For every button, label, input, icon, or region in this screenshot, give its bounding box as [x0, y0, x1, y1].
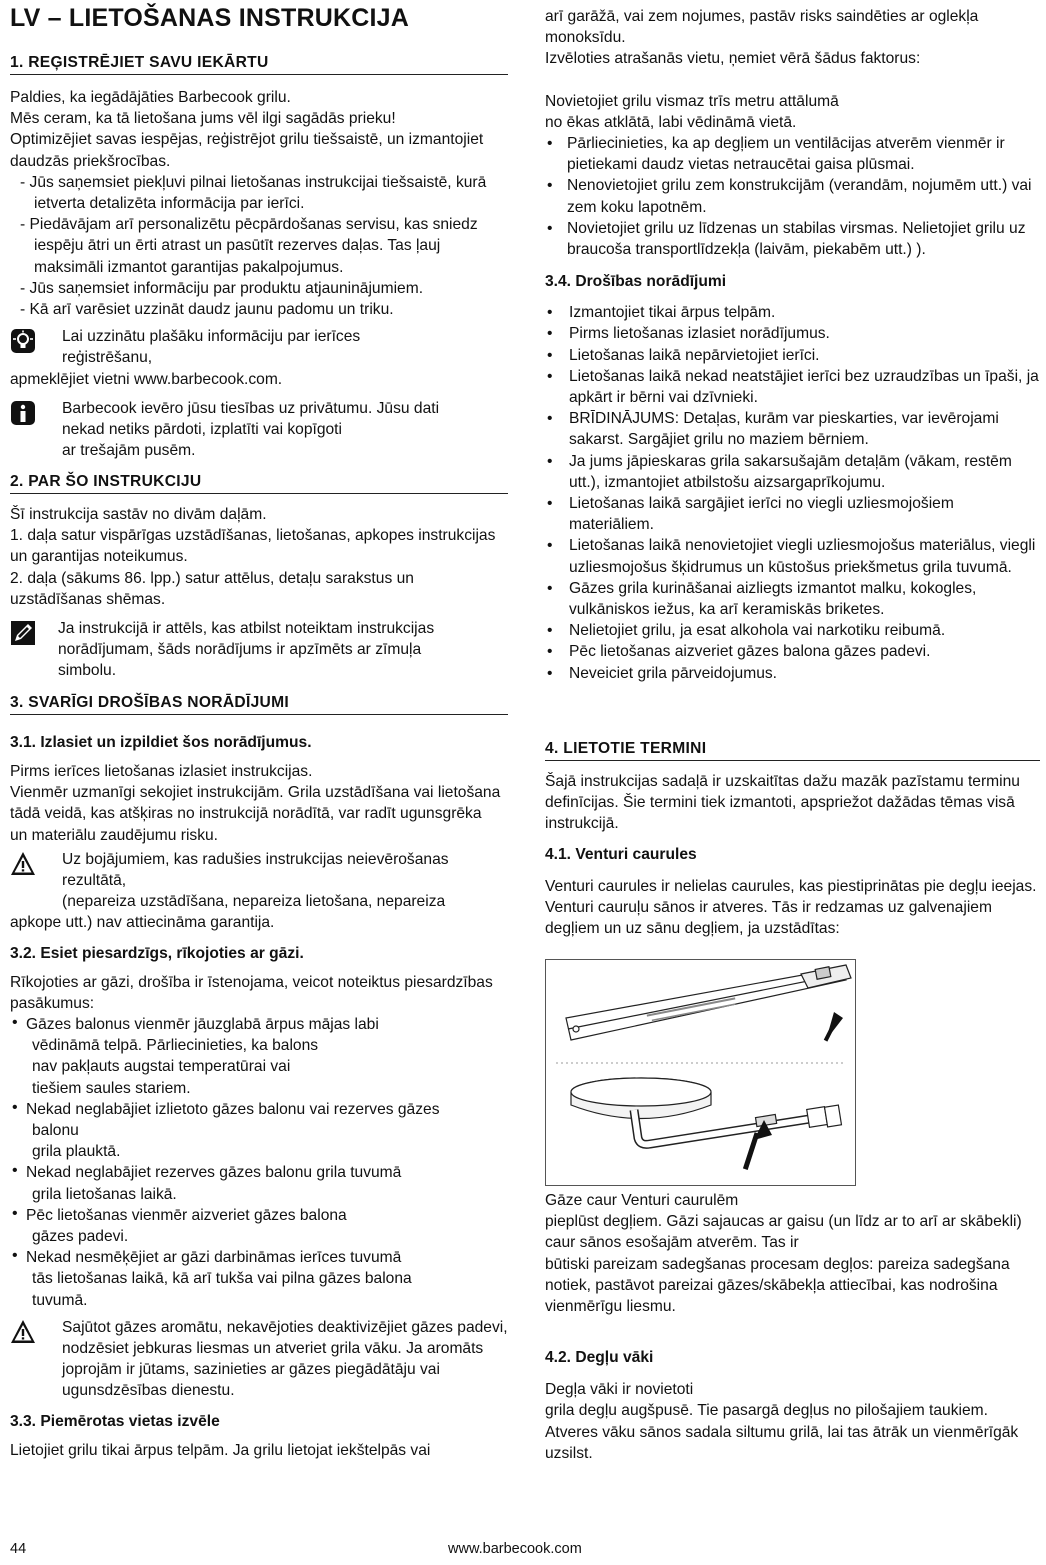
section-3-3-continued [545, 6, 1040, 684]
note-text: (nepareiza uzstādīšana, nepareiza lietošana, nepareiza [62, 893, 446, 911]
info-icon [10, 400, 36, 426]
note-text: apkope utt.) nav attiecināma garantija. [10, 914, 275, 932]
s32-paragraph-1: Rīkojoties ar gāzi, drošība ir īstenojama, veicot noteiktus piesardzības pasākumus: [10, 973, 493, 1012]
s31-paragraph-1: Pirms ierīces lietošanas izlasiet instrukcijas. [10, 763, 313, 780]
safety-bullet: • Pēc lietošanas aizveriet gāzes balona gāzes padevi. [545, 641, 1040, 662]
s2-paragraph-3: 2. daļa (sākums 86. lpp.) satur attēlus, detaļu sarakstus un uzstādīšanas shēmas. [10, 569, 414, 608]
s41-paragraph-3: pieplūst degļiem. Gāzi sajaucas ar gaisu (un līdz ar to arī ar skābekli) [545, 1213, 1022, 1231]
bullet-line: • Nekad neglabājiet rezerves gāzes balonu grila tuvumā [26, 1164, 402, 1182]
venturi-tube-figure [545, 959, 856, 1186]
section-1 [10, 54, 508, 461]
safety-bullet: • Ja jums jāpieskaras grila sakarsušajām detaļām (vākam, restēm utt.), izmantojiet atbilstošu aizsargaprīkojumu. [545, 451, 1040, 493]
location-bullet: • Nenovietojiet grilu zem konstrukcijām (verandām, nojumēm utt.) vai zem koku lapotnēm. [545, 175, 1040, 217]
s1-paragraph-1: Paldies, ka iegādājāties Barbecook grilu. [10, 89, 291, 106]
note-text: Barbecook ievēro jūsu tiesības uz privātumu. Jūsu dati [62, 399, 440, 417]
venturi-illustration [546, 960, 855, 1185]
info-note-register [10, 326, 508, 368]
s1-dash-item: - Kā arī varēsiet uzzināt daudz jaunu padomu un triku. [20, 301, 394, 319]
warning-icon [10, 851, 36, 877]
note-text: Uz bojājumiem, kas radušies instrukcijas neievērošanas [62, 850, 449, 868]
s33-paragraph-3: Izvēloties atrašanās vietu, ņemiet vērā šādus faktorus: [545, 50, 921, 68]
s33-paragraph-1: Lietojiet grilu tikai ārpus telpām. Ja grilu lietojat iekštelpās vai [10, 1441, 431, 1459]
note-text: apmeklējiet vietni www.barbecook.com. [10, 370, 283, 388]
section-3 [10, 694, 508, 1461]
gas-bullet-item [10, 1205, 508, 1247]
subsection-4-1-heading: 4.1. Venturi caurules [545, 845, 697, 863]
s41-paragraph-1: Venturi caurules ir nelielas caurules, kas piestiprinātas pie degļu ieejas. Venturi cauruļu sānos ir atveres. Tās ir redzamas uz galvenajiem degļiem un uz sānu degļiem, ja uzstādītas: [545, 877, 1037, 938]
section-1-heading: 1. REĢISTRĒJIET SAVU IEKĀRTU [10, 54, 508, 75]
s2-paragraph-2: 1. daļa satur vispārīgas uzstādīšanas, lietošanas, apkopes instrukcijas un garantijas noteikumus. [10, 527, 496, 566]
bullet-line: tiešiem saules stariem. [32, 1079, 191, 1097]
side-burner [571, 1078, 841, 1144]
warning-icon [10, 1319, 36, 1345]
s2-paragraph-1: Šī instrukcija sastāv no divām daļām. [10, 506, 267, 523]
document-title: LV – LIETOŠANAS INSTRUKCIJA [10, 4, 409, 32]
s41-paragraph-5: būtiski pareizam sadegšanas procesam degļos: pareiza sadegšana notiek, pastāvot pareizai gāzes/skābekļa attiecībai, kas nodrošina vienmērīgu liesmu. [545, 1255, 1010, 1316]
s42-paragraph-1: Degļa vāki ir novietoti [545, 1381, 694, 1399]
subsection-3-2-heading: 3.2. Esiet piesardzīgs, rīkojoties ar gāzi. [10, 944, 304, 962]
bullet-line: vēdināmā telpā. Pārliecinieties, ka balons [32, 1037, 319, 1055]
warning-note-guarantee [10, 849, 508, 913]
s41-paragraph-4: caur sānos esošajām atverēm. Tas ir [545, 1234, 799, 1252]
section-2-heading: 2. PAR ŠO INSTRUKCIJU [10, 473, 508, 494]
s1-paragraph-3: Optimizējiet savas iespējas, reģistrējot grilu tiešsaistē, un izmantojiet daudzās priekšrocības. [10, 131, 484, 170]
gas-bullet-item [10, 1162, 508, 1204]
section-4-heading: 4. LIETOTIE TERMINI [545, 740, 1040, 761]
note-text: ar trešajām pusēm. [62, 442, 196, 460]
s1-dash-item: - Piedāvājam arī personalizētu pēcpārdošanas servisu, kas sniedz iespēju ātri un ērti atrast un pasūtīt rezerves daļas. Tas ļauj maksimāli izmantot garantijas pakalpojumus. [20, 216, 478, 276]
safety-bullet: • Lietošanas laikā nepārvietojiet ierīci. [545, 345, 1040, 366]
section-4-1-continued [545, 1190, 1040, 1464]
s1-paragraph-2: Mēs ceram, ka tā lietošana jums vēl ilgi sagādās prieku! [10, 110, 396, 128]
note-text: nekad netiks pārdoti, izplatīti vai kopīgoti [62, 421, 342, 439]
note-text: Ja instrukcijā ir attēls, kas atbilst noteiktam instrukcijas [58, 620, 435, 638]
bullet-line: nav pakļauts augstai temperatūrai vai [32, 1058, 291, 1076]
note-text: reģistrēšanu, [62, 349, 153, 367]
location-bullet: • Novietojiet grilu uz līdzenas un stabilas virsmas. Nelietojiet grilu uz braucoša transportlīdzekļa (laivām, piekabēm utt.) ). [545, 218, 1040, 260]
safety-bullet: • Neveiciet grila pārveidojumus. [545, 663, 1040, 684]
bullet-line: grila plauktā. [32, 1143, 121, 1161]
note-text: simbolu. [58, 662, 117, 680]
footer-url: www.barbecook.com [448, 1541, 582, 1557]
s31-paragraph-2: Vienmēr uzmanīgi sekojiet instrukcijām. Grila uzstādīšana vai lietošana tādā veidā, kas atšķiras no instrukcijā norādītā, var radīt ugunsgrēka [10, 784, 501, 823]
note-text: Lai uzzinātu plašāku informāciju par ierīces [62, 328, 361, 346]
section-2 [10, 473, 508, 682]
s42-paragraph-2: grila degļu augšpusē. Tie pasargā degļus no pilošajiem taukiem. Atveres vāku sānos sadala siltumu grilā, lai tas ātrāk un vienmērīgāk uzsilst. [545, 1402, 1019, 1462]
bullet-line: gāzes padevi. [32, 1228, 129, 1246]
lightbulb-icon [10, 328, 36, 354]
gas-bullet-item [10, 1099, 508, 1163]
note-text: Sajūtot gāzes aromātu, nekavējoties deaktivizējiet gāzes padevi, nodzēsiet jebkuras liesmas un atveriet grila vāku. Ja aromāts joprojām ir jūtams, sazinieties ar gāzes piegādātāju vai ugunsdzēsības dienestu. [62, 1318, 508, 1400]
bullet-line: • Gāzes balonus vienmēr jāuzglabā ārpus mājas labi [26, 1016, 379, 1034]
s33-paragraph-2: arī garāžā, vai zem nojumes, pastāv risks saindēties ar oglekļa monoksīdu. [545, 8, 979, 47]
safety-bullet: • Gāzes grila kurināšanai aizliegts izmantot malku, kokogles, vulkāniskos iežus, ka arī keramiskās briketes. [545, 578, 1040, 620]
subsection-3-3-heading: 3.3. Piemērotas vietas izvēle [10, 1412, 220, 1430]
pencil-note [10, 618, 508, 682]
bullet-line: grila lietošanas laikā. [32, 1185, 177, 1203]
gas-bullet-item [10, 1247, 508, 1311]
note-text: rezultātā, [62, 872, 127, 890]
s1-dash-item: - Jūs saņemsiet piekļuvi pilnai lietošanas instrukcijai tiešsaistē, kurā ietverta detalizēta informācija par ierīci. [20, 173, 487, 213]
safety-bullet: • Pirms lietošanas izlasiet norādījumus. [545, 323, 1040, 344]
bullet-line: • Nekad neglabājiet izlietoto gāzes balonu vai rezerves gāzes [26, 1100, 440, 1118]
section-3-heading: 3. SVARĪGI DROŠĪBAS NORĀDĪJUMI [10, 694, 508, 715]
s33-paragraph-4: Novietojiet grilu vismaz trīs metru attālumā [545, 92, 839, 110]
subsection-4-2-heading: 4.2. Degļu vāki [545, 1349, 654, 1367]
safety-bullet: • Lietošanas laikā nenovietojiet viegli uzliesmojošus materiālus, viegli uzliesmojošus šķidrumus un kūstošus priekšmetus grila tuvumā. [545, 535, 1040, 577]
bullet-line: tuvumā. [32, 1291, 88, 1309]
safety-bullet: • Nelietojiet grilu, ja esat alkohola vai narkotiku reibumā. [545, 620, 1040, 641]
arrow-icon-top [824, 1012, 843, 1042]
s1-dash-item: - Jūs saņemsiet informāciju par produktu atjauninājumiem. [20, 279, 424, 297]
safety-bullet: • BRĪDINĀJUMS: Detaļas, kurām var pieskarties, var ievērojami sakarst. Sargājiet grilu no maziem bērniem. [545, 408, 1040, 450]
bullet-line: • Pēc lietošanas vienmēr aizveriet gāzes balona [26, 1206, 347, 1224]
subsection-3-1-heading: 3.1. Izlasiet un izpildiet šos norādījumus. [10, 734, 312, 751]
section-4 [545, 740, 1040, 939]
page-number: 44 [10, 1541, 27, 1557]
gas-bullet-item [10, 1014, 508, 1099]
bullet-line: tās lietošanas laikā, kā arī tukša vai pilna gāzes balona [32, 1270, 412, 1288]
s33-paragraph-5: no ēkas atklātā, labi vēdināmā vietā. [545, 113, 797, 131]
subsection-3-4-heading: 3.4. Drošības norādījumi [545, 273, 727, 291]
s41-paragraph-2: Gāze caur Venturi caurulēm [545, 1192, 739, 1209]
bullet-line: • Nekad nesmēķējiet ar gāzi darbināmas ierīces tuvumā [26, 1249, 402, 1267]
pencil-icon [10, 620, 36, 646]
info-note-privacy [10, 398, 508, 462]
warning-note-gas-smell [10, 1317, 508, 1402]
safety-bullet: • Lietošanas laikā nekad neatstājiet ierīci bez uzraudzības un īpaši, ja apkārt ir bērni vai dzīvnieki. [545, 366, 1040, 408]
note-text: norādījumam, šāds norādījums ir apzīmēts ar zīmuļa [58, 641, 422, 659]
location-bullet: • Pārliecinieties, ka ap degļiem un ventilācijas atverēm vienmēr ir pietiekami daudz vietas netraucētai gaisa plūsmai. [545, 133, 1040, 175]
main-burner-tube [566, 965, 851, 1040]
safety-bullet: • Izmantojiet tikai ārpus telpām. [545, 302, 1040, 323]
bullet-line: balonu [32, 1122, 79, 1140]
s31-paragraph-3: un materiālu zaudējumu risku. [10, 826, 219, 844]
s4-paragraph-1: Šajā instrukcijas sadaļā ir uzskaitītas dažu mazāk pazīstamu terminu definīcijas. Šie termini tiek izmantoti, apspriežot dažādas tēmas visā instrukcijā. [545, 773, 1020, 833]
safety-bullet: • Lietošanas laikā sargājiet ierīci no viegli uzliesmojošiem materiāliem. [545, 493, 1040, 535]
